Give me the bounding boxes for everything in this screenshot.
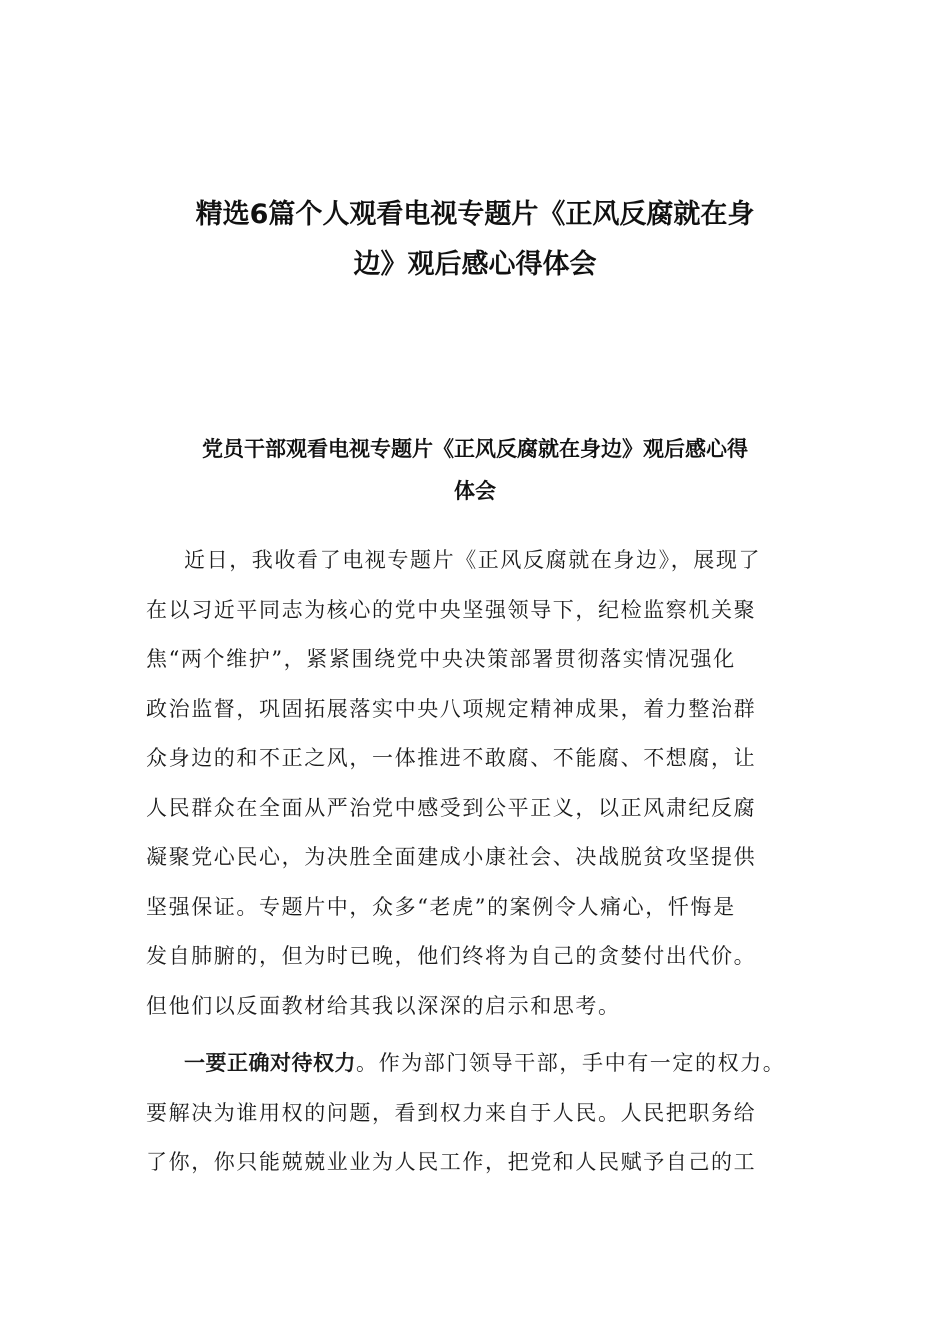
paragraph-line: 近日，我收看了电视专题片《正风反腐就在身边》，展现了 <box>184 548 762 572</box>
paragraph-line: 凝聚党心民心，为决胜全面建成小康社会、决战脱贫攻坚提供 <box>146 845 757 869</box>
paragraph-line: 政治监督，巩固拓展落实中央八项规定精神成果，着力整治群 <box>146 696 757 721</box>
document-body <box>146 536 836 1188</box>
document-title-line: 精选6篇个人观看电视专题片《正风反腐就在身 <box>195 199 755 230</box>
paragraph-line: 在以习近平同志为核心的党中央坚强领导下，纪检监察机关聚 <box>146 597 757 622</box>
paragraph-line: 发自肺腑的，但为时已晚，他们终将为自己的贪婪付出代价。 <box>146 944 757 968</box>
paragraph-line: 但他们以反面教材给其我以深深的启示和思考。 <box>146 993 621 1018</box>
paragraph-line: 众身边的和不正之风，一体推进不敢腐、不能腐、不想腐，让 <box>146 746 757 770</box>
document-title <box>150 190 800 290</box>
document-title-line: 边》观后感心得体会 <box>353 249 597 280</box>
paragraph-line: 人民群众在全面从严治党中感受到公平正义，以正风肃纪反腐 <box>146 795 757 820</box>
paragraph-line: 焦“两个维护”，紧紧围绕党中央决策部署贯彻落实情况强化 <box>146 647 736 671</box>
paragraph-lead-heading: 一要正确对待权力 <box>184 1051 356 1075</box>
paragraph-line: 要解决为谁用权的问题，看到权力来自于人民。人民把职务给 <box>146 1100 757 1125</box>
section-title-line: 党员干部观看电视专题片《正风反腐就在身边》观后感心得 <box>202 437 748 461</box>
paragraph-line <box>146 1039 836 1089</box>
paragraph-line-rest: 。作为部门领导干部，手中有一定的权力。 <box>356 1051 786 1075</box>
paragraph-line: 了你，你只能兢兢业业为人民工作，把党和人民赋予自己的工 <box>146 1150 757 1174</box>
section-title-line: 体会 <box>454 479 496 503</box>
paragraph-line: 坚强保证。专题片中，众多“老虎”的案例令人痛心，忏悔是 <box>146 894 736 919</box>
section-title <box>148 428 802 512</box>
